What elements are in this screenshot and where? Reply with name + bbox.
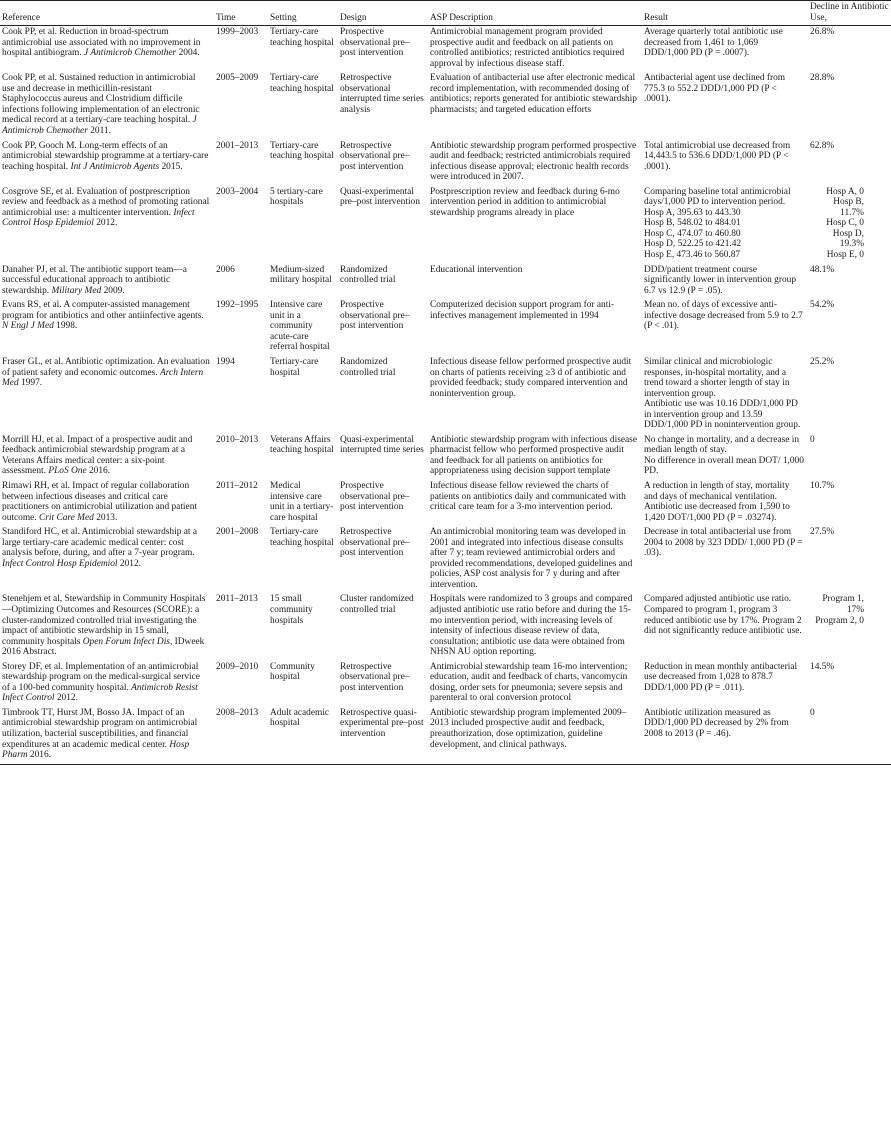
- result-line: Hosp B, 548.02 to 484.01: [644, 218, 741, 229]
- decline-cell: [806, 299, 891, 356]
- reference-text: Cook PP, Gooch M. Long-term effects of an antimicrobial stewardship programme at a tertiary-care teaching hospital.: [2, 140, 209, 172]
- setting-cell: Adult academic hospital: [270, 707, 330, 729]
- time-cell: 1992–1995: [216, 300, 259, 311]
- table-row: [0, 140, 891, 186]
- decline-value: 48.1%: [810, 264, 835, 275]
- result-line: Antibacterial agent use declined from 775.3 to 552.2 DDD/1,000 PD (P < .0001).: [644, 73, 786, 105]
- decline-value: Hosp B, 11.7%: [833, 197, 864, 218]
- design-cell: Quasi-experimental interrupted time series: [340, 434, 424, 456]
- decline-value: Program 2, 0: [815, 615, 864, 626]
- result-line: No difference in overall mean DOT/ 1,000 PD.: [644, 455, 804, 477]
- reference-text: Timbrook TT, Hurst JM, Bosso JA. Impact of an antimicrobial stewardship program on antimicrobial utilization, bacterial susceptibilities, and financial expenditures at an academic medical center.: [2, 707, 198, 750]
- decline-cell: [806, 356, 891, 434]
- result-line: Compared adjusted antibiotic use ratio. Compared to program 1, program 3 reduced antibiotic use by 17%. Program 2 did not significantly reduce antibiotic use.: [644, 594, 802, 637]
- setting-cell: 15 small community hospitals: [270, 594, 313, 626]
- table-row: [0, 264, 891, 300]
- reference-cell: [0, 526, 212, 593]
- setting-cell: Community hospital: [270, 661, 315, 683]
- decline-value: 14.5%: [810, 661, 835, 672]
- reference-cell: [0, 356, 212, 434]
- result-line: Decrease in total antibacterial use from 2004 to 2008 by 323 DDD/ 1,000 PD (P = .03).: [644, 527, 803, 559]
- result-cell: [640, 299, 806, 356]
- result-line: Reduction in mean monthly antibacterial use decreased from 1,028 to 878.7 DDD/1,000 PD (P = .011).: [644, 661, 798, 693]
- design-cell: Retrospective observational pre–post intervention: [340, 140, 410, 172]
- reference-year: 2012.: [93, 218, 118, 229]
- reference-text: Cook PP, et al. Reduction in broad-spectrum antimicrobial use associated with no improvement in hospital antibiogram.: [2, 27, 201, 59]
- design-cell: Prospective observational pre–post intervention: [340, 480, 410, 513]
- design-cell: Retrospective observational interrupted time series analysis: [340, 73, 424, 115]
- reference-text: Rimawi RH, et al. Impact of regular collaboration between infectious diseases and critical care practitioners on antimicrobial utilization and patient outcome.: [2, 480, 197, 523]
- time-cell: 2005–2009: [216, 73, 259, 84]
- table-row: [0, 707, 891, 764]
- design-cell: Retrospective observational pre–post intervention: [340, 527, 410, 559]
- setting-cell: Tertiary-care hospital: [270, 356, 319, 378]
- result-line: A reduction in length of stay, mortality and days of mechanical ventilation.: [644, 480, 790, 502]
- design-cell: Retrospective observational pre–post intervention: [340, 661, 410, 693]
- reference-cell: [0, 264, 212, 300]
- result-line: Antibiotic use decreased from 1,590 to 1,420 DOT/1,000 PD (P = .03274).: [644, 502, 790, 523]
- decline-value: Hosp A, 0: [826, 186, 864, 197]
- table-row: [0, 593, 891, 660]
- reference-year: 2016.: [27, 750, 51, 761]
- header-row: [0, 1, 891, 26]
- decline-value: 10.7%: [810, 480, 835, 491]
- reference-cell: [0, 299, 212, 356]
- result-line: Antibiotic utilization measured as DDD/1,000 PD decreased by 2% from 2008 to 2013 (P = .46).: [644, 707, 789, 739]
- header-asp-description: ASP Description: [430, 12, 493, 23]
- result-cell: [640, 72, 806, 139]
- result-line: Antibiotic use was 10.16 DDD/1,000 PD in intervention group and 13.59 DDD/1,000 PD in nonintervention group.: [644, 399, 801, 431]
- journal-name: Hosp Pharm: [2, 739, 190, 761]
- journal-name: Arch Intern Med: [2, 367, 204, 389]
- journal-name: Crit Care Med: [38, 512, 94, 523]
- reference-year: 2011.: [87, 126, 111, 137]
- journal-name: J Antimicrob Chemother: [84, 48, 177, 59]
- asp-description-cell: Antimicrobial stewardship team 16-mo intervention; education, audit and feedback of charts, vancomycin dosing, order sets for pneumonia; severe sepsis and parenteral to oral conversion protocol: [430, 661, 628, 704]
- decline-cell: [806, 26, 891, 73]
- result-cell: [640, 140, 806, 186]
- journal-name: Military Med: [51, 285, 102, 296]
- setting-cell: Tertiary-care teaching hospital: [270, 140, 334, 162]
- decline-cell: [806, 434, 891, 480]
- design-cell: Prospective observational pre–post intervention: [340, 27, 410, 59]
- result-cell: [640, 480, 806, 526]
- decline-value: 28.8%: [810, 73, 835, 84]
- journal-name: PLoS One: [48, 466, 87, 477]
- table-header: [0, 1, 891, 26]
- reference-year: 2015.: [159, 161, 183, 172]
- reference-text: Evans RS, et al. A computer-assisted management program for antibiotics and other antiinfective agents.: [2, 300, 204, 321]
- decline-cell: [806, 186, 891, 264]
- result-line: Hosp C, 474.07 to 460.80: [644, 228, 741, 239]
- journal-name: Int J Antimicrob Agents: [70, 161, 160, 172]
- decline-cell: [806, 72, 891, 139]
- reference-year: 2016.: [86, 466, 111, 477]
- header-decline: Decline in Antibiotic Use,: [810, 2, 889, 23]
- decline-value: 0: [810, 707, 815, 718]
- header-setting: Setting: [270, 12, 297, 23]
- reference-text: Morrill HJ, et al. Impact of a prospective audit and feedback antimicrobial stewardship program at a Veterans Affairs medical center: a six-point assessment.: [2, 434, 193, 477]
- journal-name: Infect Control Hosp Epidemiol: [2, 558, 118, 569]
- result-line: Hosp D, 522.25 to 421.42: [644, 239, 742, 250]
- result-cell: [640, 707, 806, 764]
- asp-description-cell: Hospitals were randomized to 3 groups and compared adjusted antibiotic use ratio before and during the 15-mo intervention period, with increasing levels of intensity of infectious disease review of data, consultation; antibiotic use data were obtained from NHSN AU option reporting.: [430, 594, 633, 658]
- result-line: Similar clinical and microbiologic responses, in-hospital mortality, and a trend toward a shorter length of stay in intervention group.: [644, 356, 790, 399]
- result-cell: [640, 526, 806, 593]
- reference-text: Cook PP, et al. Sustained reduction in antimicrobial use and decrease in methicillin-resistant Staphylococcus aureus and Clostridium difficile infections following implementation of an electronic medical record at a tertiary-care teaching hospital.: [2, 73, 200, 126]
- setting-cell: Tertiary-care teaching hospital: [270, 27, 334, 48]
- reference-cell: [0, 661, 212, 707]
- asp-description-cell: Computerized decision support program for anti-infectives management implemented in 1994: [430, 300, 615, 321]
- journal-name: J Antimicrob Chemother: [2, 115, 197, 137]
- result-line: Average quarterly total antibiotic use decreased from 1,461 to 1,069 DDD/1,000 PD (P = .0007).: [644, 27, 783, 59]
- decline-value: Hosp D, 19.3%: [832, 228, 864, 250]
- header-reference: Reference: [2, 12, 40, 23]
- asp-description-cell: Antibiotic stewardship program performed prospective audit and feedback; restricted antimicrobials required infectious disease approval; electronic health records were introduced in 2007.: [430, 140, 637, 183]
- reference-cell: [0, 707, 212, 764]
- journal-name: Antimicrob Resist Infect Control: [2, 682, 198, 704]
- result-line: Mean no. of days of excessive anti-infective dosage decreased from 5.9 to 2.7 (P < .01).: [644, 300, 803, 332]
- journal-name: Open Forum Infect Dis: [82, 636, 170, 647]
- reference-text: Danaher PJ, et al. The antibiotic support team—a successful educational approach to antibiotic stewardship.: [2, 264, 187, 296]
- result-cell: [640, 356, 806, 434]
- decline-cell: [806, 264, 891, 300]
- time-cell: 2006: [216, 264, 235, 275]
- design-cell: Randomized controlled trial: [340, 264, 396, 286]
- decline-value: 25.2%: [810, 356, 835, 367]
- decline-value: 62.8%: [810, 140, 835, 151]
- design-cell: Retrospective quasi-experimental pre–post intervention: [340, 707, 424, 739]
- asp-description-cell: Postprescription review and feedback during 6-mo intervention period in addition to antimicrobial stewardship programs already in place: [430, 186, 620, 218]
- setting-cell: Medical intensive care unit in a tertiary-care hospital: [270, 480, 334, 523]
- asp-description-cell: Infectious disease fellow performed prospective audit on charts of patients receiving ≥3 d of antibiotic and provided feedback; study compared intervention and nonintervention group.: [430, 356, 632, 399]
- decline-value: Hosp C, 0: [826, 218, 864, 229]
- reference-cell: [0, 26, 212, 73]
- reference-year: 2012.: [117, 558, 141, 569]
- table-row: [0, 661, 891, 707]
- reference-year: , IDweek 2016 Abstract.: [2, 636, 205, 658]
- reference-cell: [0, 186, 212, 264]
- decline-value: 54.2%: [810, 300, 835, 311]
- decline-cell: [806, 526, 891, 593]
- header-time: Time: [216, 12, 236, 23]
- asp-description-cell: Educational intervention: [430, 264, 523, 275]
- time-cell: 2001–2013: [216, 140, 259, 151]
- reference-text: Fraser GL, et al. Antibiotic optimization. An evaluation of patient safety and economic outcomes.: [2, 356, 210, 378]
- reference-year: 2004.: [176, 48, 200, 59]
- reference-year: 1997.: [18, 378, 43, 389]
- table-row: [0, 356, 891, 434]
- setting-cell: Medium-sized military hospital: [270, 264, 332, 286]
- reference-year: 1998.: [53, 321, 78, 332]
- asp-description-cell: Infectious disease fellow reviewed the charts of patients on antibiotics daily and communicated with critical care team for a 3-mo intervention period.: [430, 480, 626, 513]
- decline-cell: [806, 707, 891, 764]
- journal-name: N Engl J Med: [2, 321, 54, 332]
- time-cell: 2001–2008: [216, 527, 259, 538]
- reference-cell: [0, 480, 212, 526]
- decline-value: 27.5%: [810, 527, 835, 538]
- time-cell: 2008–2013: [216, 707, 259, 718]
- result-line: Comparing baseline total antimicrobial days/1,000 PD to intervention period.: [644, 186, 791, 208]
- result-line: Total antimicrobial use decreased from 14,443.5 to 536.6 DDD/1,000 PD (P < .0001).: [644, 140, 791, 172]
- reference-cell: [0, 593, 212, 660]
- result-cell: [640, 434, 806, 480]
- result-cell: [640, 661, 806, 707]
- result-cell: [640, 186, 806, 264]
- reference-cell: [0, 140, 212, 186]
- design-cell: Prospective observational pre–post intervention: [340, 300, 410, 332]
- time-cell: 2011–2012: [216, 480, 258, 491]
- reference-text: Stenehjem et al, Stewardship in Community Hospitals—Optimizing Outcomes and Resources (SCORE): a cluster-randomized controlled trial investigating the impact of antibiotic stewardship in 15 small, community hospitals: [2, 594, 206, 647]
- time-cell: 2003–2004: [216, 186, 259, 197]
- table-row: [0, 72, 891, 139]
- setting-cell: Veterans Affairs teaching hospital: [270, 434, 334, 456]
- result-line: DDD/patient treatment course significantly lower in intervention group 6.7 vs 12.9 (P = .05).: [644, 264, 797, 296]
- table-row: [0, 299, 891, 356]
- setting-cell: Tertiary-care teaching hospital: [270, 73, 334, 94]
- decline-cell: [806, 140, 891, 186]
- result-line: No change in mortality, and a decrease in median length of stay.: [644, 434, 800, 456]
- asp-description-cell: An antimicrobial monitoring team was developed in 2001 and integrated into infectious disease consults after 7 y; team reviewed antimicrobial orders and provided recommendations, developed guidelines and policies, ASP cost analysis for 7 y during and after intervention.: [430, 527, 633, 590]
- reference-year: 2013.: [93, 512, 118, 523]
- result-cell: [640, 593, 806, 660]
- result-line: Hosp E, 473.46 to 560.87: [644, 250, 741, 261]
- table-row: [0, 26, 891, 73]
- time-cell: 1999–2003: [216, 27, 259, 38]
- table-body: [0, 26, 891, 765]
- decline-value: Program 1, 17%: [822, 594, 864, 615]
- reference-year: 2009.: [101, 285, 125, 296]
- reference-text: Storey DF, et al. Implementation of an antimicrobial stewardship program on the medical-surgical service of a 100-bed community hospital.: [2, 661, 200, 693]
- setting-cell: Intensive care unit in a community acute-care referral hospital: [270, 300, 330, 353]
- result-cell: [640, 26, 806, 73]
- table-row: [0, 526, 891, 593]
- reference-text: Standiford HC, et al. Antimicrobial stewardship at a large tertiary-care academic medical center: cost analysis before, during, and after a 7-year program.: [2, 527, 198, 559]
- time-cell: 2010–2013: [216, 434, 259, 445]
- reference-text: Cosgrove SE, et al. Evaluation of postprescription review and feedback as a method of promoting rational antimicrobial use: a multicenter intervention.: [2, 186, 210, 218]
- asp-description-cell: Antimicrobial management program provided prospective audit and feedback on all patients on controlled antibiotics; restricted antibiotics required approval by infectious disease staff.: [430, 27, 625, 69]
- asp-description-cell: Antibiotic stewardship program implemented 2009–2013 included prospective audit and feedback, preauthorization, dose optimization, guideline development, and clinical pathways.: [430, 707, 627, 750]
- design-cell: Randomized controlled trial: [340, 356, 396, 378]
- time-cell: 2011–2013: [216, 594, 258, 605]
- setting-cell: Tertiary-care teaching hospital: [270, 527, 334, 548]
- decline-cell: [806, 661, 891, 707]
- design-cell: Cluster randomized controlled trial: [340, 594, 414, 615]
- decline-value: 26.8%: [810, 27, 835, 38]
- result-line: Hosp A, 395.63 to 443.30: [644, 207, 741, 218]
- header-design: Design: [340, 12, 367, 23]
- setting-cell: 5 tertiary-care hospitals: [270, 186, 323, 208]
- time-cell: 1994: [216, 356, 235, 367]
- reference-cell: [0, 434, 212, 480]
- decline-value: 0: [810, 434, 815, 445]
- asp-description-cell: Antibiotic stewardship program with infectious disease pharmacist fellow who performed prospective audit and feedback for all patients on antibiotics for appropriateness using decision support template: [430, 434, 637, 477]
- decline-cell: [806, 593, 891, 660]
- header-result: Result: [644, 12, 668, 23]
- table-row: [0, 434, 891, 480]
- table-row: [0, 480, 891, 526]
- time-cell: 2009–2010: [216, 661, 259, 672]
- decline-value: Hosp E, 0: [826, 250, 864, 261]
- table-row: [0, 186, 891, 264]
- reference-year: 2012.: [54, 693, 78, 704]
- result-cell: [640, 264, 806, 300]
- reference-cell: [0, 72, 212, 139]
- decline-cell: [806, 480, 891, 526]
- design-cell: Quasi-experimental pre–post intervention: [340, 186, 420, 208]
- journal-name: Infect Control Hosp Epidemiol: [2, 207, 195, 229]
- asp-description-cell: Evaluation of antibacterial use after electronic medical record implementation, with recommended dosing of antibiotics; reports generated for antibiotic stewardship pharmacists; and targeted education efforts: [430, 73, 637, 115]
